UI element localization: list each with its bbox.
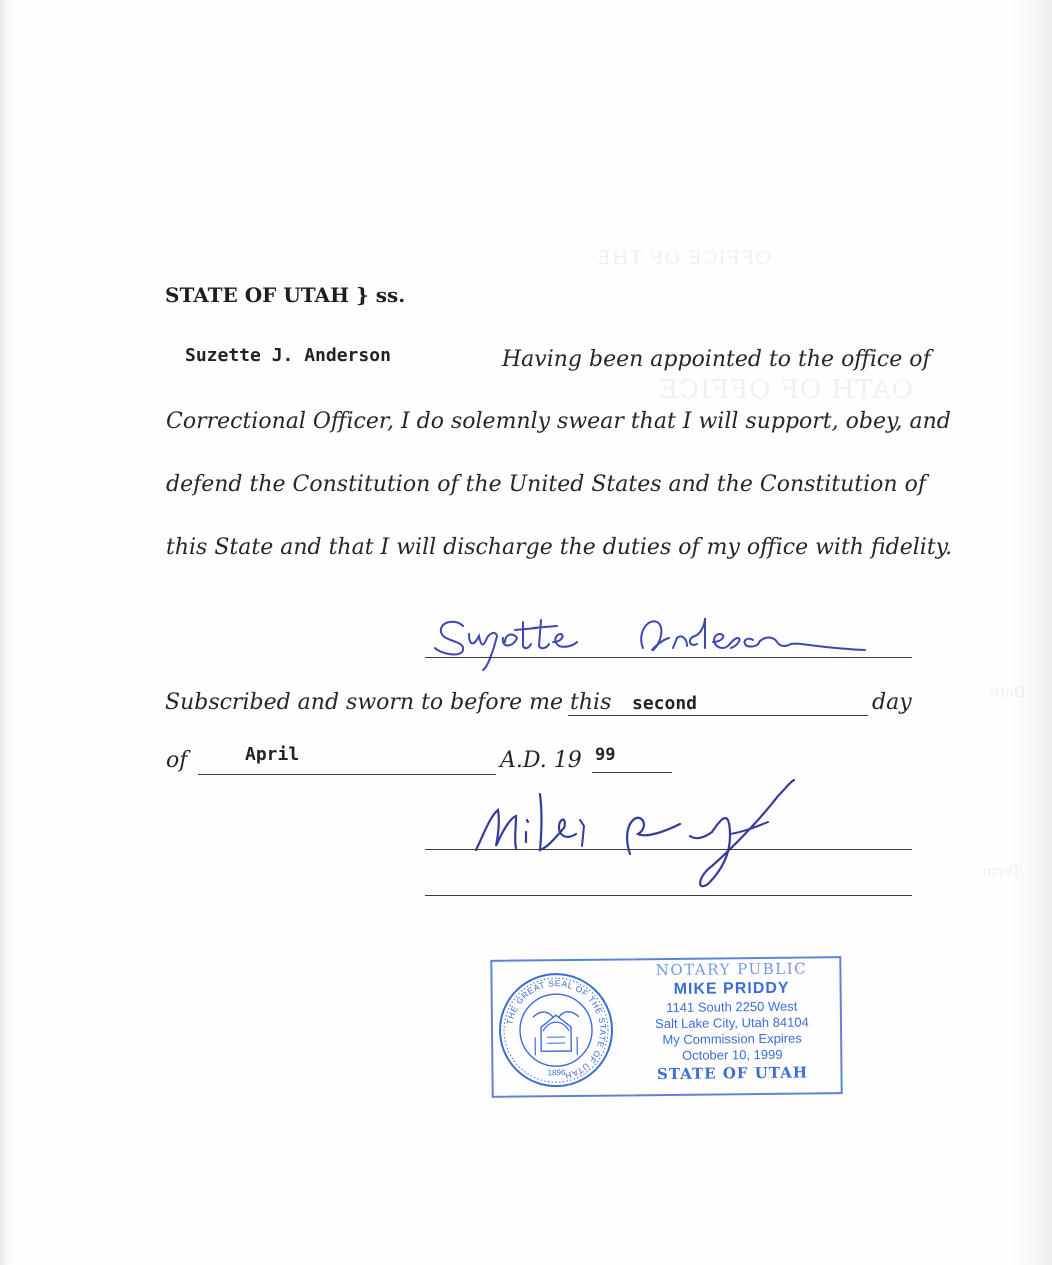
year-blank-line <box>592 772 672 773</box>
stamp-text-block <box>624 958 839 1085</box>
utah-state-seal <box>496 971 615 1090</box>
show-through-text: OFFICE OF THE <box>596 247 771 269</box>
affiant-signature <box>425 604 875 674</box>
oath-text-line-4: this State and that I will discharge the duties of my office with fidelity. <box>166 535 953 560</box>
jurat-day-value: second <box>632 693 698 714</box>
notary-signature <box>468 776 813 896</box>
day-label: day <box>872 690 912 715</box>
svg-text:THE GREAT SEAL OF THE STATE OF: THE GREAT SEAL OF THE STATE OF UTAH <box>504 978 609 1082</box>
stamp-address-line-2: Salt Lake City, Utah 84104 <box>655 1014 809 1032</box>
show-through-text: OATH OF OFFICE <box>658 375 914 405</box>
stamp-notary-name: MIKE PRIDDY <box>673 979 790 998</box>
jurat-month-value: April <box>245 744 300 765</box>
stamp-address-line-1: 1141 South 2250 West <box>666 998 798 1016</box>
ad-label: A.D. 19 <box>500 748 582 773</box>
jurat-text: Subscribed and sworn to before me this <box>165 690 612 715</box>
stamp-commission-label: My Commission Expires <box>662 1030 802 1048</box>
page-left-edge <box>0 0 14 1265</box>
oath-text-line-1: Having been appointed to the office of <box>502 347 931 372</box>
stamp-commission-date: October 10, 1999 <box>681 1046 783 1063</box>
of-label: of <box>166 748 188 773</box>
oath-text-line-3: defend the Constitution of the United States and the Constitution of <box>166 472 926 497</box>
page-right-edge <box>1010 0 1052 1265</box>
stamp-state: STATE OF UTAH <box>656 1063 809 1084</box>
notary-stamp <box>490 956 842 1098</box>
day-blank-line <box>568 715 868 716</box>
month-blank-line <box>198 774 496 775</box>
venue-heading: STATE OF UTAH } ss. <box>165 283 406 307</box>
show-through-text: Date <box>990 683 1026 701</box>
svg-text:1896: 1896 <box>547 1068 566 1078</box>
affiant-signature-line <box>425 657 912 658</box>
stamp-title: NOTARY PUBLIC <box>655 959 808 980</box>
show-through-text: Term <box>982 862 1022 880</box>
notary-title-line <box>425 895 912 896</box>
appointee-name: Suzette J. Anderson <box>185 345 391 366</box>
jurat-year-value: 99 <box>595 745 616 765</box>
notary-signature-line <box>425 849 912 850</box>
oath-text-line-2: Correctional Officer, I do solemnly swear that I will support, obey, and <box>166 409 951 434</box>
